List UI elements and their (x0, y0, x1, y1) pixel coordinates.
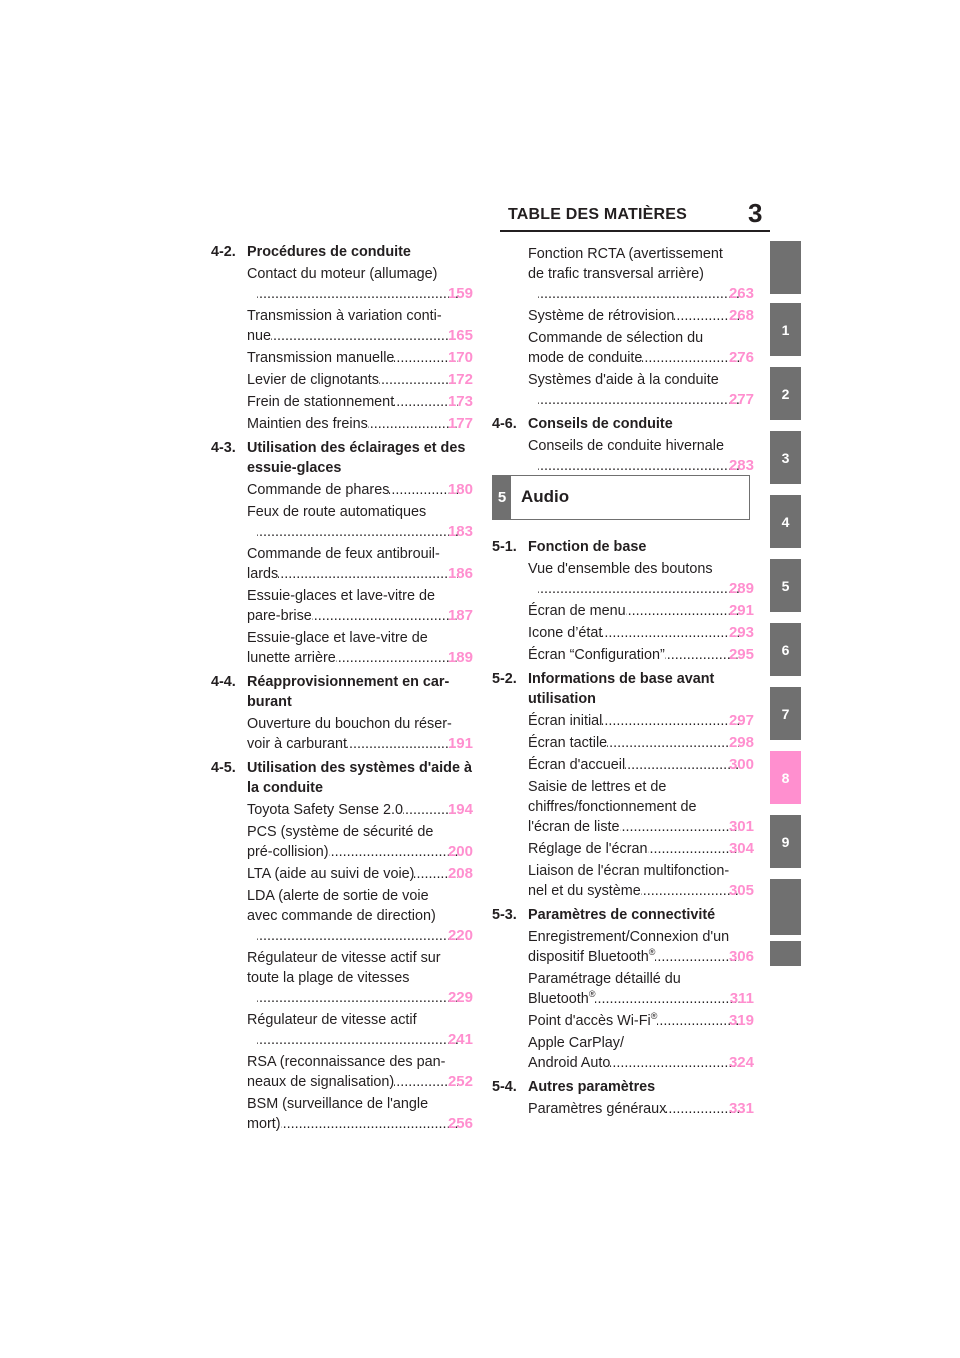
page-link[interactable]: 295 (728, 646, 754, 663)
page-link[interactable]: 189 (447, 649, 473, 666)
toc-right-column-bottom (492, 537, 754, 1119)
toc-entry[interactable] (211, 264, 473, 304)
toc-entry[interactable] (211, 948, 473, 1008)
toc-entry[interactable] (211, 886, 473, 946)
entry-text: nue (247, 328, 272, 344)
entry-text: pré-collision) (247, 844, 329, 860)
page-link[interactable]: 305 (728, 882, 754, 899)
entry-text: Écran d'accueil (528, 757, 626, 773)
entry-text: l'écran de liste (528, 819, 620, 835)
toc-entry[interactable] (492, 244, 754, 304)
toc-entry[interactable] (492, 1033, 754, 1073)
entry-text: Essuie-glaces et lave-vitre de (247, 588, 435, 604)
chapter-tab-6[interactable]: 6 (770, 623, 801, 676)
page-link[interactable]: 268 (728, 307, 754, 324)
chapter-tab-2[interactable]: 2 (770, 367, 801, 420)
leader-dots (281, 1114, 458, 1134)
chapter-5-header (492, 475, 750, 520)
page-number: 3 (748, 198, 763, 228)
toc-entry[interactable] (492, 969, 754, 1009)
section-title: Fonction de base (528, 539, 647, 555)
page-link[interactable]: 256 (447, 1115, 473, 1132)
page-link[interactable]: 306 (728, 948, 754, 965)
page-link[interactable]: 276 (728, 349, 754, 366)
section-heading (211, 438, 473, 478)
toc-entry[interactable] (492, 1099, 754, 1119)
toc-entry[interactable] (211, 414, 473, 434)
section-number: 4-6. (492, 416, 517, 432)
page-link[interactable]: 297 (728, 712, 754, 729)
entry-text: Frein de stationnement (247, 394, 395, 410)
toc-entry[interactable] (211, 822, 473, 862)
entry-text: Vue d'ensemble des boutons (528, 561, 713, 577)
leader-dots (625, 755, 739, 775)
toc-entry[interactable] (211, 306, 473, 346)
page-link[interactable]: 170 (447, 349, 473, 366)
chapter-tab-8[interactable]: 8 (770, 751, 801, 804)
entry-text: Écran tactile (528, 735, 608, 751)
toc-entry[interactable] (211, 628, 473, 668)
chapter-tab-blank[interactable] (770, 941, 801, 966)
entry-text: Commande de feux antibrouil- (247, 546, 440, 562)
page-link[interactable]: 252 (447, 1073, 473, 1090)
leader-dots (329, 842, 458, 862)
entry-text: mode de conduite (528, 350, 643, 366)
chapter-tab-blank[interactable] (770, 879, 801, 935)
entry-text: BSM (surveillance de l'angle (247, 1096, 429, 1112)
leader-dots (655, 947, 739, 967)
page-link[interactable]: 186 (447, 565, 473, 582)
entry-text: voir à carburant (247, 736, 347, 752)
toc-entry[interactable] (492, 711, 754, 731)
leader-dots (312, 606, 458, 626)
entry-text: nel et du système (528, 883, 641, 899)
section-number: 4-3. (211, 440, 236, 456)
entry-text: Liaison de l'écran multifonction- (528, 863, 730, 879)
page-link[interactable]: 177 (447, 415, 473, 432)
page-link[interactable]: 283 (728, 457, 754, 474)
toc-right-column-top (492, 242, 754, 476)
entry-text: Systèmes d'aide à la conduite (528, 372, 719, 388)
page-link[interactable]: 208 (447, 865, 473, 882)
toc-entry[interactable] (211, 1094, 473, 1134)
entry-text: Fonction RCTA (avertissement (528, 246, 723, 262)
leader-dots (648, 839, 739, 859)
entry-text: Transmission à variation conti- (247, 308, 442, 324)
section-heading (492, 414, 754, 434)
page-link[interactable]: 298 (728, 734, 754, 751)
page-link[interactable]: 304 (728, 840, 754, 857)
toc-left-column (211, 242, 473, 1134)
section-number: 4-5. (211, 760, 236, 776)
section-heading (492, 669, 754, 709)
entry-text: avec commande de direction) (247, 908, 436, 924)
page-link[interactable]: 159 (447, 285, 473, 302)
page-link[interactable]: 191 (447, 735, 473, 752)
page-link[interactable]: 289 (728, 580, 754, 597)
section-title: Autres paramètres (528, 1079, 656, 1095)
leader-dots (626, 601, 739, 621)
entry-text: LDA (alerte de sortie de voie (247, 888, 429, 904)
entry-text: neaux de signalisation) (247, 1074, 395, 1090)
entry-text: RSA (reconnaissance des pan- (247, 1054, 446, 1070)
section-title: Paramètres de connectivité (528, 907, 716, 923)
section-title: Informations de base avant utilisation (528, 671, 715, 707)
entry-text: Régulateur de vitesse actif (247, 1012, 417, 1028)
leader-dots (336, 648, 458, 668)
leader-dots (665, 645, 739, 665)
page-link[interactable]: 229 (447, 989, 473, 1006)
page-link[interactable]: 180 (447, 481, 473, 498)
leader-dots (538, 579, 739, 599)
entry-text: Transmission manuelle (247, 350, 395, 366)
leader-dots (257, 284, 458, 304)
leader-dots (257, 926, 458, 946)
entry-text: PCS (système de sécurité de (247, 824, 434, 840)
leader-dots (278, 564, 458, 584)
entry-text: Toyota Safety Sense 2.0 (247, 802, 403, 818)
page-link[interactable]: 220 (447, 927, 473, 944)
chapter-tab-7[interactable]: 7 (770, 687, 801, 740)
entry-text: dispositif Bluetooth® (528, 947, 656, 965)
page-link[interactable]: 319 (728, 1012, 754, 1029)
entry-text: LTA (aide au suivi de voie) (247, 866, 415, 882)
toc-entry[interactable] (211, 586, 473, 626)
entry-text: chiffres/fonctionnement de (528, 799, 697, 815)
leader-dots (602, 711, 739, 731)
toc-entry[interactable] (492, 623, 754, 643)
chapter-tab-1[interactable]: 1 (770, 303, 801, 356)
page-link[interactable]: 300 (728, 756, 754, 773)
chapter-tab-4[interactable]: 4 (770, 495, 801, 548)
entry-text: Écran initial (528, 713, 603, 729)
page-link[interactable]: 172 (447, 371, 473, 388)
entry-text: Essuie-glace et lave-vitre de (247, 630, 428, 646)
leader-dots (271, 326, 458, 346)
leader-dots (657, 1011, 739, 1031)
section-heading (211, 758, 473, 798)
toc-entry[interactable] (211, 502, 473, 542)
entry-text: Saisie de lettres et de (528, 779, 667, 795)
entry-text: Enregistrement/Connexion d'un (528, 929, 730, 945)
entry-text: Régulateur de vitesse actif sur (247, 950, 441, 966)
toc-entry[interactable] (492, 370, 754, 410)
toc-entry[interactable] (211, 714, 473, 754)
page-link[interactable]: 194 (447, 801, 473, 818)
leader-dots (379, 370, 458, 390)
leader-dots (257, 522, 458, 542)
section-heading (492, 1077, 754, 1097)
toc-entry[interactable] (492, 436, 754, 476)
toc-entry[interactable] (492, 839, 754, 859)
toc-entry[interactable] (492, 601, 754, 621)
entry-text: Maintien des freins (247, 416, 368, 432)
entry-text: Icone d’état (528, 625, 603, 641)
toc-entry[interactable] (492, 861, 754, 901)
toc-entry[interactable] (211, 1010, 473, 1050)
toc-entry[interactable] (211, 544, 473, 584)
page-link[interactable]: 173 (447, 393, 473, 410)
leader-dots (641, 881, 739, 901)
entry-text: Ouverture du bouchon du réser- (247, 716, 452, 732)
page-link[interactable]: 263 (728, 285, 754, 302)
toc-entry[interactable] (211, 370, 473, 390)
section-heading (492, 905, 754, 925)
toc-entry[interactable] (211, 348, 473, 368)
entry-text: Bluetooth® (528, 989, 596, 1007)
header-rule (500, 230, 770, 232)
entry-text: Commande de phares (247, 482, 390, 498)
entry-text: mort) (247, 1116, 281, 1132)
page-link[interactable]: 291 (728, 602, 754, 619)
entry-text: toute la plage de vitesses (247, 970, 410, 986)
chapter-number-badge: 5 (493, 476, 511, 519)
section-number: 5-1. (492, 539, 517, 555)
leader-dots (607, 733, 739, 753)
section-title: Utilisation des éclairages et des essuie-glaces (247, 440, 466, 476)
page-link[interactable]: 187 (447, 607, 473, 624)
page-link[interactable]: 183 (447, 523, 473, 540)
toc-entry[interactable] (492, 927, 754, 967)
page-link[interactable]: 311 (729, 990, 754, 1007)
entry-text: lunette arrière (247, 650, 336, 666)
section-number: 5-2. (492, 671, 517, 687)
entry-text: Écran de menu (528, 603, 626, 619)
toc-entry[interactable] (211, 1052, 473, 1092)
entry-text: Apple CarPlay/ (528, 1035, 624, 1051)
section-title: Procédures de conduite (247, 244, 411, 260)
entry-text: Contact du moteur (allumage) (247, 266, 438, 282)
chapter-title: Audio (521, 487, 570, 506)
section-number: 5-3. (492, 907, 517, 923)
section-number: 4-2. (211, 244, 236, 260)
leader-dots (642, 348, 739, 368)
page-link[interactable]: 200 (447, 843, 473, 860)
entry-text: pare-brise (247, 608, 312, 624)
toc-entry[interactable] (211, 864, 473, 884)
page-link[interactable]: 165 (447, 327, 473, 344)
entry-text: lards (247, 566, 279, 582)
leader-dots (602, 623, 739, 643)
toc-entry[interactable] (211, 392, 473, 412)
leader-dots (368, 414, 458, 434)
chapter-tab-9[interactable]: 9 (770, 815, 801, 868)
page-link[interactable]: 277 (728, 391, 754, 408)
page-link[interactable]: 241 (447, 1031, 473, 1048)
section-heading (211, 672, 473, 712)
entry-text: Paramètres généraux (528, 1101, 667, 1117)
section-title: Utilisation des systèmes d'aide à la conduite (247, 760, 472, 796)
leader-dots (538, 456, 739, 476)
leader-dots (595, 989, 739, 1009)
entry-text: Paramétrage détaillé du (528, 971, 681, 987)
entry-text: Écran “Configuration” (528, 647, 665, 663)
toc-entry[interactable] (492, 306, 754, 326)
toc-entry[interactable] (492, 733, 754, 753)
chapter-tab-3[interactable]: 3 (770, 431, 801, 484)
section-number: 5-4. (492, 1079, 517, 1095)
page-header-title: TABLE DES MATIÈRES (508, 206, 688, 223)
leader-dots (257, 988, 458, 1008)
entry-text: Android Auto (528, 1055, 611, 1071)
page-link[interactable]: 324 (728, 1054, 754, 1071)
entry-text: Système de rétrovision (528, 308, 675, 324)
leader-dots (257, 1030, 458, 1050)
leader-dots (620, 817, 739, 837)
entry-text: de trafic transversal arrière) (528, 266, 704, 282)
leader-dots (538, 284, 739, 304)
entry-text: Conseils de conduite hivernale (528, 438, 724, 454)
toc-entry[interactable] (492, 755, 754, 775)
toc-entry[interactable] (492, 328, 754, 368)
entry-text: Levier de clignotants (247, 372, 379, 388)
chapter-tab-blank[interactable] (770, 241, 801, 294)
leader-dots (610, 1053, 739, 1073)
section-number: 4-4. (211, 674, 236, 690)
toc-entry[interactable] (211, 480, 473, 500)
chapter-tab-5[interactable]: 5 (770, 559, 801, 612)
section-heading (211, 242, 473, 262)
toc-entry[interactable] (211, 800, 473, 820)
leader-dots (347, 734, 458, 754)
page-link[interactable]: 293 (728, 624, 754, 641)
entry-text: Feux de route automatiques (247, 504, 427, 520)
toc-entry[interactable] (492, 559, 754, 599)
toc-entry[interactable] (492, 645, 754, 665)
toc-entry[interactable] (492, 1011, 754, 1031)
section-title: Réapprovisionnement en car-burant (247, 674, 450, 710)
page-link[interactable]: 301 (728, 818, 754, 835)
leader-dots (538, 390, 739, 410)
section-heading (492, 537, 754, 557)
section-title: Conseils de conduite (528, 416, 673, 432)
entry-text: Réglage de l'écran (528, 841, 648, 857)
entry-text: Commande de sélection du (528, 330, 704, 346)
page-link[interactable]: 331 (728, 1100, 754, 1117)
toc-entry[interactable] (492, 777, 754, 837)
entry-text: Point d'accès Wi-Fi® (528, 1011, 658, 1029)
